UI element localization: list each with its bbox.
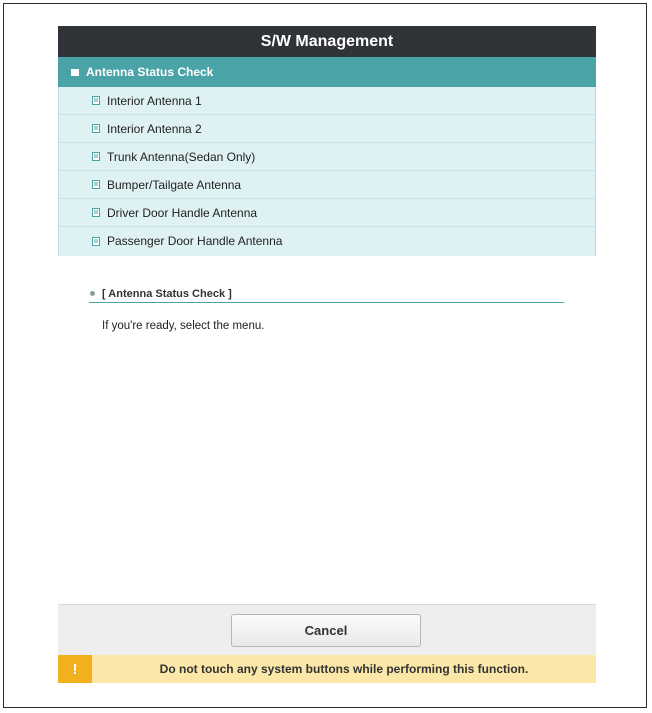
menu-item-label: Bumper/Tailgate Antenna bbox=[107, 177, 242, 192]
cancel-button[interactable]: Cancel bbox=[231, 614, 421, 647]
sw-management-screen bbox=[58, 26, 596, 684]
info-message: If you're ready, select the menu. bbox=[102, 320, 265, 332]
menu-item-label: Driver Door Handle Antenna bbox=[107, 205, 258, 220]
document-icon bbox=[92, 124, 100, 133]
menu-item-driver-door-handle-antenna[interactable] bbox=[59, 199, 595, 227]
square-icon bbox=[71, 69, 79, 76]
menu-item-trunk-antenna[interactable] bbox=[59, 143, 595, 171]
button-bar bbox=[58, 604, 596, 655]
document-icon bbox=[92, 96, 100, 105]
menu-list bbox=[58, 87, 596, 256]
menu-item-interior-antenna-1[interactable] bbox=[59, 87, 595, 115]
menu-item-label: Trunk Antenna(Sedan Only) bbox=[107, 149, 256, 164]
section-header bbox=[58, 57, 596, 87]
section-label: Antenna Status Check bbox=[86, 65, 214, 79]
info-header bbox=[89, 285, 564, 303]
document-icon bbox=[92, 237, 100, 246]
menu-item-label: Passenger Door Handle Antenna bbox=[107, 234, 283, 248]
info-header-label: [ Antenna Status Check ] bbox=[102, 287, 232, 300]
document-icon bbox=[92, 180, 100, 189]
menu-item-passenger-door-handle-antenna[interactable] bbox=[59, 227, 595, 255]
title-bar bbox=[58, 26, 596, 57]
page-title: S/W Management bbox=[260, 32, 394, 50]
warning-bar bbox=[58, 655, 596, 683]
document-icon bbox=[92, 152, 100, 161]
dot-icon bbox=[90, 291, 95, 296]
warning-text: Do not touch any system buttons while performing this function. bbox=[159, 662, 529, 676]
document-icon bbox=[92, 208, 100, 217]
menu-item-label: Interior Antenna 2 bbox=[107, 121, 202, 136]
info-panel bbox=[58, 256, 596, 604]
menu-item-interior-antenna-2[interactable] bbox=[59, 115, 595, 143]
exclamation-icon: ! bbox=[58, 655, 92, 683]
menu-item-bumper-tailgate-antenna[interactable] bbox=[59, 171, 595, 199]
menu-item-label: Interior Antenna 1 bbox=[107, 93, 202, 108]
